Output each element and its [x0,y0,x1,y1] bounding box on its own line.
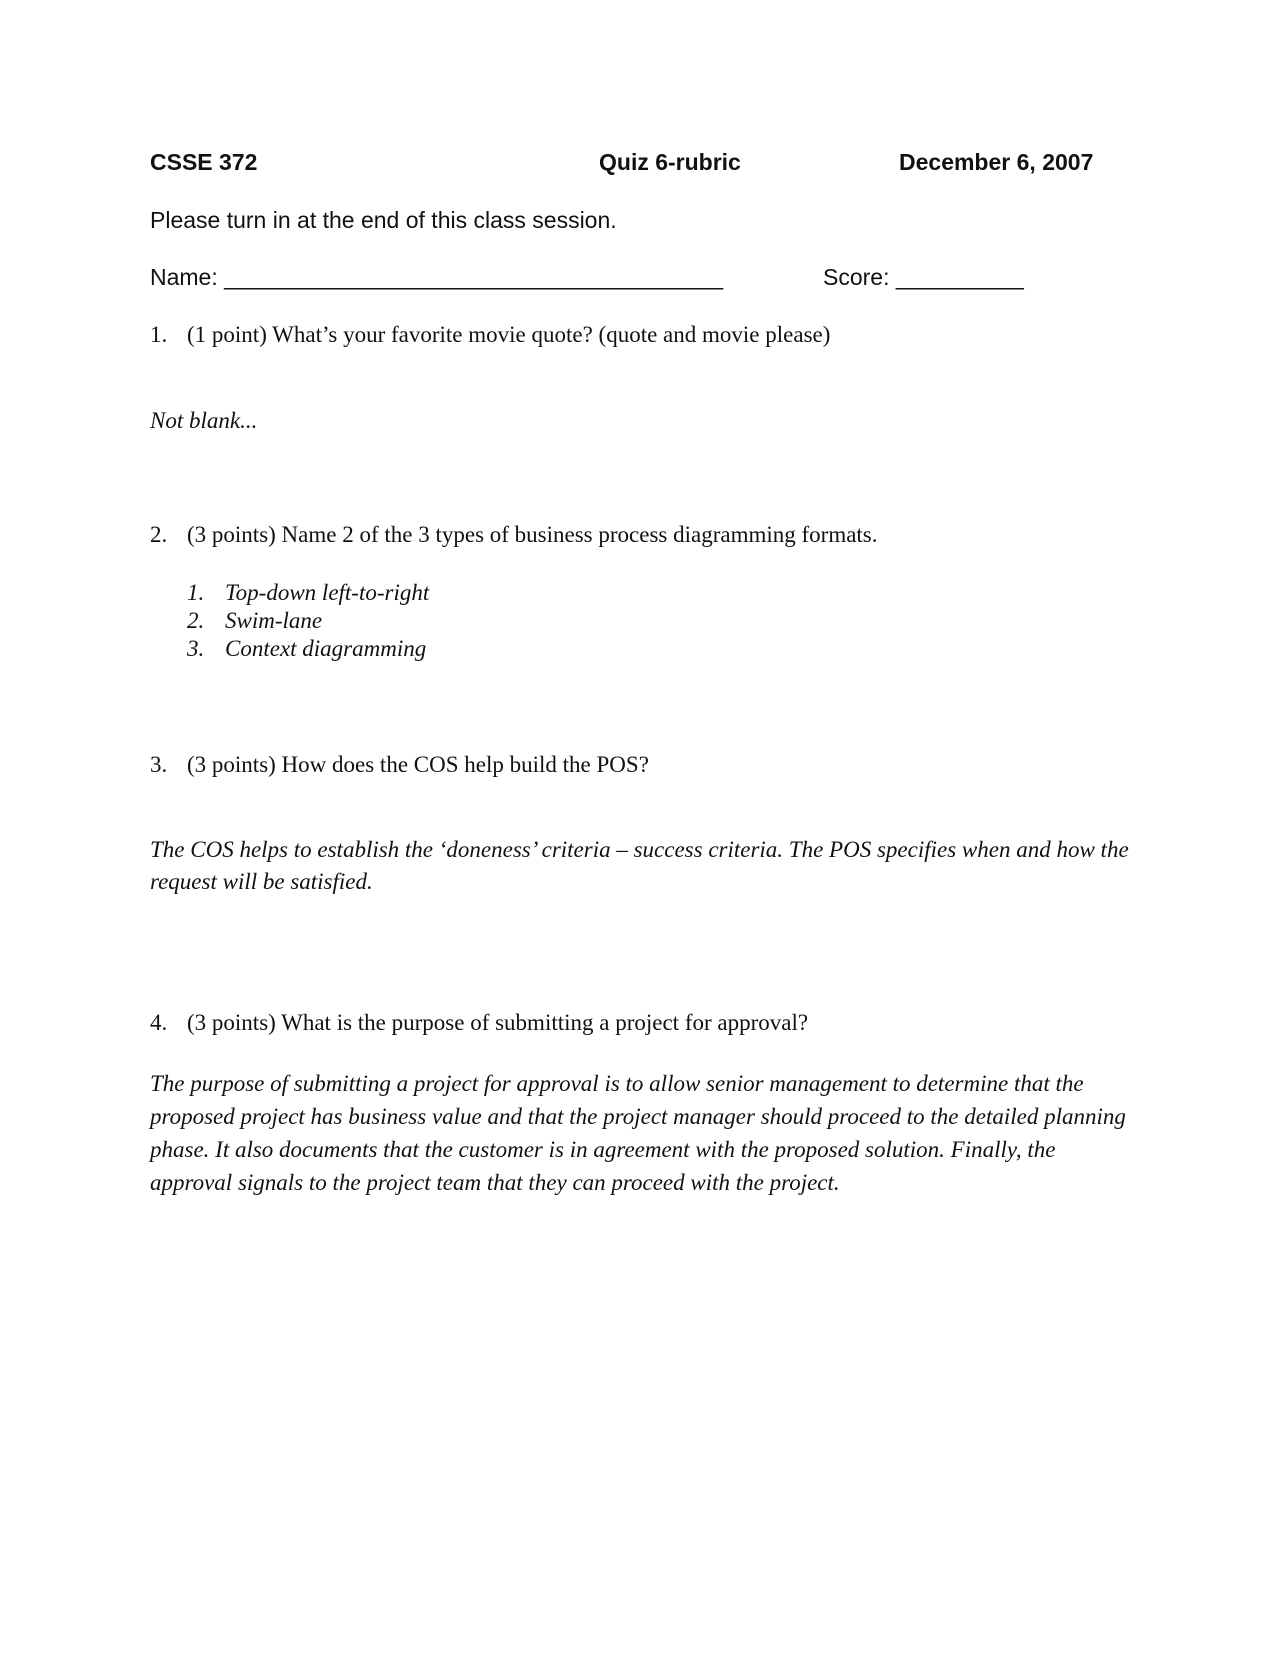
score-field [823,264,1024,291]
question-number: 3. [150,752,168,777]
instructions: Please turn in at the end of this class session. [150,207,617,233]
list-text: Context diagramming [225,636,427,661]
list-text: Swim-lane [225,608,323,633]
question-text: (3 points) What is the purpose of submitting a project for approval? [187,1010,809,1035]
answer-1: Not blank... [150,408,258,433]
answer-4: The purpose of submitting a project for approval is to allow senior management to determine that the proposed project has business value and that the project manager should proceed to the detailed planning phase. It also documents that the customer is in agreement with the proposed solution. Finally, the approval signals to the project team that they can proceed with the project. [150,1071,1126,1195]
question-number: 4. [150,1010,168,1035]
question-4 [150,1010,808,1036]
question-text: (3 points) How does the COS help build the POS? [187,752,649,777]
answer-2-item [187,608,322,634]
quiz-title: Quiz 6-rubric [599,149,741,175]
question-number: 1. [150,322,168,347]
list-number: 2. [187,608,205,633]
question-text: (1 point) What’s your favorite movie quote? (quote and movie please) [187,322,831,347]
score-blank: __________ [895,264,1024,290]
score-label: Score: [823,264,890,290]
answer-2-item [187,636,426,662]
answer-3: The COS helps to establish the ‘doneness’ criteria – success criteria. The POS specifies when and how the request will be satisfied. [150,837,1129,894]
list-text: Top-down left-to-right [225,580,430,605]
question-3 [150,752,649,778]
question-text: (3 points) Name 2 of the 3 types of business process diagramming formats. [187,522,878,547]
question-2 [150,522,878,548]
question-1 [150,322,830,348]
course-code: CSSE 372 [150,149,258,175]
list-number: 3. [187,636,205,661]
name-blank: _______________________________________ [224,264,724,290]
name-label: Name: [150,264,218,290]
list-number: 1. [187,580,205,605]
answer-2-item [187,580,429,606]
quiz-date: December 6, 2007 [899,149,1094,175]
question-number: 2. [150,522,168,547]
name-field [150,264,723,291]
